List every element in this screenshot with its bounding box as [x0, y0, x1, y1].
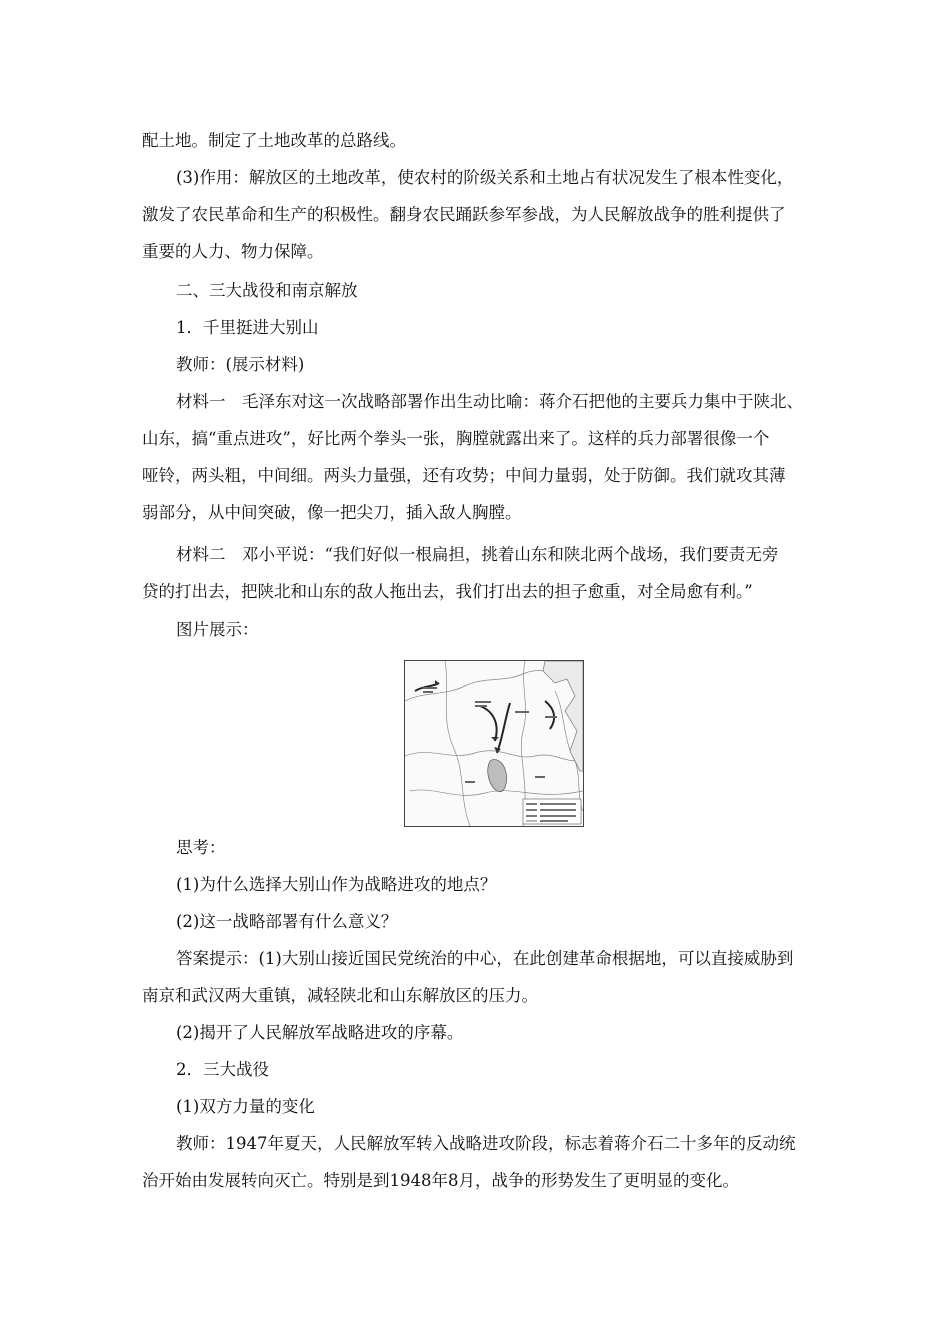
paragraph: 教师：(展示材料) [176, 355, 305, 374]
paragraph: 答案提示：(1)大别山接近国民党统治的中心，在此创建革命根据地，可以直接威胁到 [176, 949, 794, 968]
paragraph: 材料二 邓小平说：“我们好似一根扁担，挑着山东和陕北两个战场，我们要责无旁 [176, 545, 779, 564]
paragraph: 南京和武汉两大重镇，减轻陕北和山东解放区的压力。 [142, 986, 538, 1005]
paragraph: 激发了农民革命和生产的积极性。翻身农民踊跃参军参战，为人民解放战争的胜利提供了 [142, 205, 786, 224]
paragraph: 材料一 毛泽东对这一次战略部署作出生动比喻：蒋介石把他的主要兵力集中于陕北、 [176, 392, 803, 411]
paragraph: 思考： [176, 838, 226, 857]
section-heading: 二、三大战役和南京解放 [176, 281, 358, 300]
paragraph: 教师：1947年夏天，人民解放军转入战略进攻阶段，标志着蒋介石二十多年的反动统 [176, 1134, 796, 1153]
paragraph: 治开始由发展转向灭亡。特别是到1948年8月，战争的形势发生了更明显的变化。 [142, 1171, 739, 1190]
paragraph: (2)这一战略部署有什么意义？ [176, 912, 398, 931]
paragraph: 贷的打出去，把陕北和山东的敌人拖出去，我们打出去的担子愈重，对全局愈有利。” [142, 582, 753, 601]
paragraph: (1)双方力量的变化 [176, 1097, 315, 1116]
map-drawing [405, 661, 583, 826]
campaign-map-image [404, 660, 584, 827]
paragraph: 哑铃，两头粗，中间细。两头力量强，还有攻势；中间力量弱，处于防御。我们就攻其薄 [142, 466, 786, 485]
subsection-heading: 2．三大战役 [176, 1060, 269, 1079]
subsection-heading: 1．千里挺进大别山 [176, 318, 319, 337]
paragraph: 图片展示： [176, 620, 259, 639]
paragraph: 重要的人力、物力保障。 [142, 242, 324, 261]
paragraph: 弱部分，从中间突破，像一把尖刀，插入敌人胸膛。 [142, 503, 522, 522]
paragraph: (2)揭开了人民解放军战略进攻的序幕。 [176, 1023, 464, 1042]
paragraph: 配土地。制定了土地改革的总路线。 [142, 131, 406, 150]
paragraph: (1)为什么选择大别山作为战略进攻的地点？ [176, 875, 497, 894]
paragraph: (3)作用：解放区的土地改革，使农村的阶级关系和土地占有状况发生了根本性变化， [176, 168, 794, 187]
paragraph: 山东，搞“重点进攻”，好比两个拳头一张，胸膛就露出来了。这样的兵力部署很像一个 [142, 429, 770, 448]
